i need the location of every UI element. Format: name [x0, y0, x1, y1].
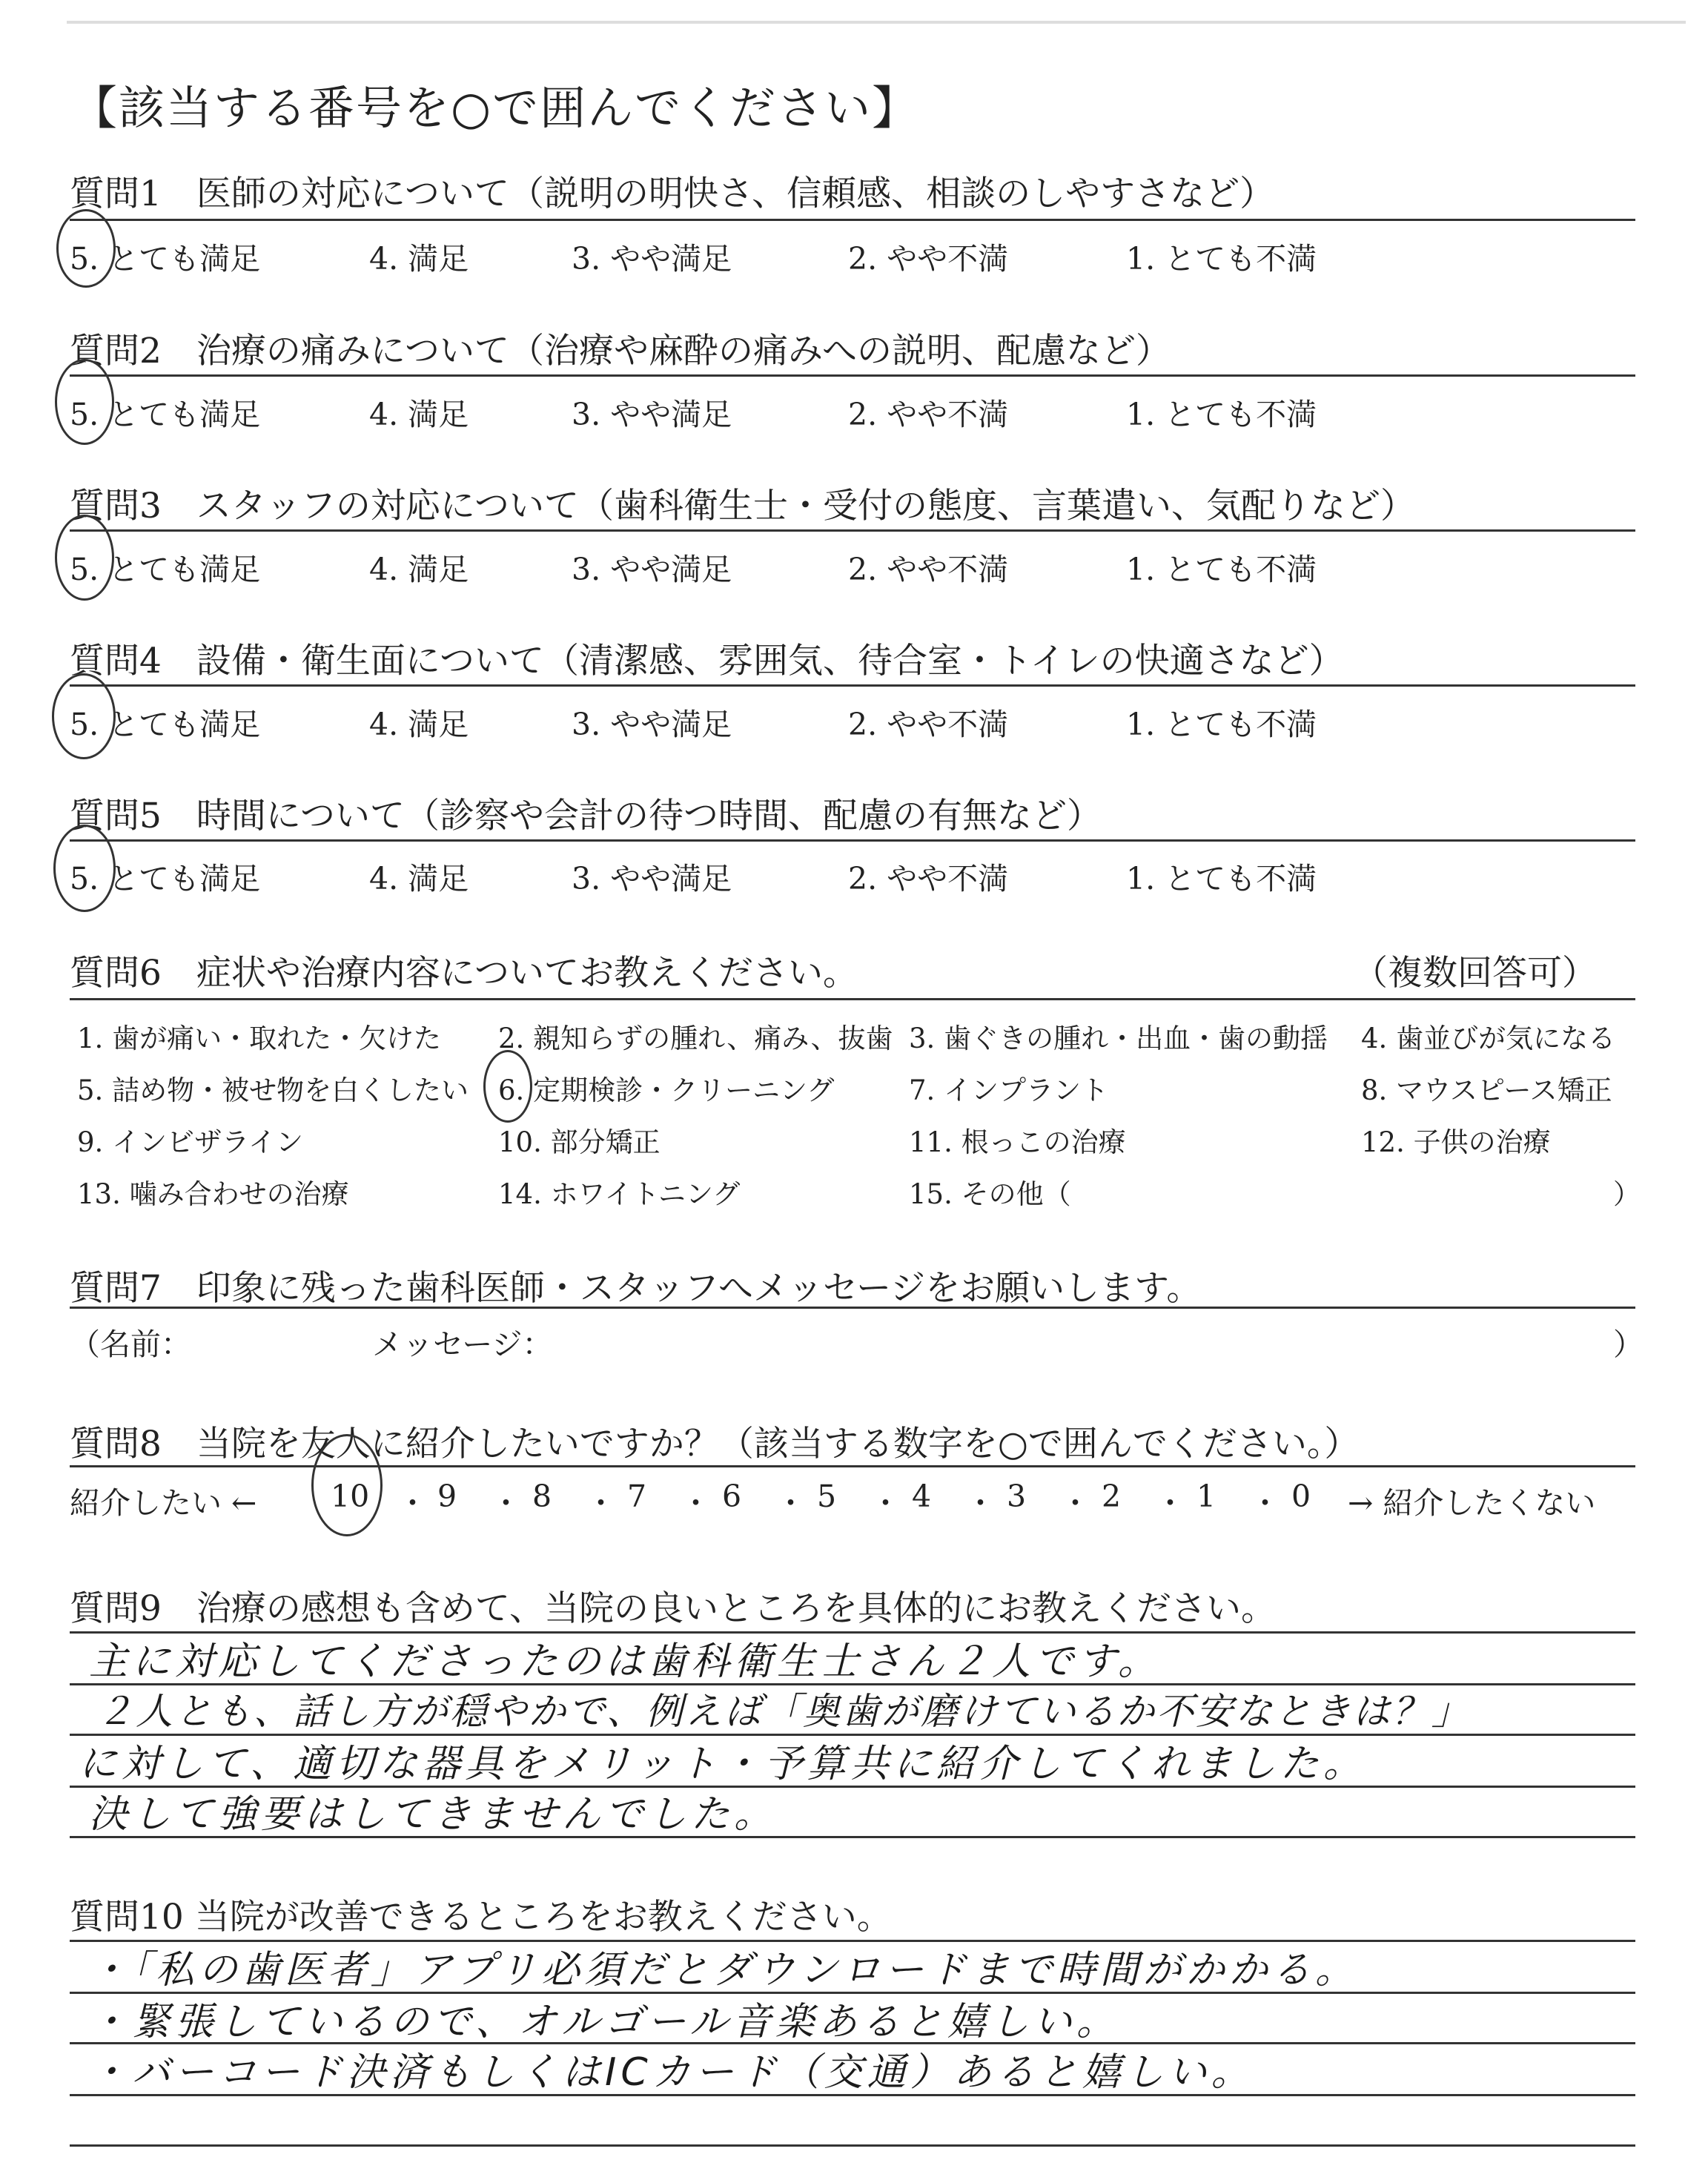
q6-option-13[interactable]: 13. 噛み合わせの治療: [77, 1178, 349, 1210]
q10-rule-5: [70, 2144, 1635, 2147]
q8-rule: [70, 1465, 1635, 1467]
q1-option-4[interactable]: 4. 満足: [369, 241, 469, 277]
q5-rule: [70, 839, 1635, 842]
q8-separator: ・: [870, 1485, 901, 1521]
q1-option-2[interactable]: 2. やや不満: [848, 241, 1009, 277]
q6-other-close: ）: [1613, 1178, 1641, 1210]
q6-option-10[interactable]: 10. 部分矯正: [498, 1126, 661, 1158]
q10-answer-line-3: ・バーコード決済もしくはICカード（交通）あると嬉しい。: [89, 2050, 1254, 2095]
q6-option-9[interactable]: 9. インビザライン: [77, 1126, 303, 1158]
q4-option-4[interactable]: 4. 満足: [369, 707, 469, 742]
q2-option-4[interactable]: 4. 満足: [369, 397, 469, 432]
q8-score-10[interactable]: 10: [331, 1479, 370, 1514]
q4-rule: [70, 684, 1635, 687]
q8-separator: ・: [586, 1485, 616, 1521]
q8-score-5[interactable]: 5: [817, 1479, 837, 1514]
q6-option-12[interactable]: 12. 子供の治療: [1361, 1126, 1551, 1158]
instruction-heading: 【該当する番号を○で囲んでください】: [71, 81, 920, 135]
q4-option-3[interactable]: 3. やや満足: [572, 707, 732, 742]
q6-option-15[interactable]: 15. その他（: [909, 1178, 1071, 1210]
q8-score-8[interactable]: 8: [532, 1479, 552, 1514]
q3-rule: [70, 529, 1635, 532]
q5-option-1[interactable]: 1. とても不満: [1126, 861, 1317, 896]
q8-separator: ・: [397, 1485, 428, 1521]
q4-option-2[interactable]: 2. やや不満: [848, 707, 1009, 742]
q2-title: 質問2 治療の痛みについて（治療や麻酔の痛みへの説明、配慮など）: [70, 331, 1171, 371]
q8-separator: ・: [1155, 1485, 1185, 1521]
q8-scale-right-label: → 紹介したくない: [1348, 1485, 1596, 1521]
q8-score-2[interactable]: 2: [1102, 1479, 1122, 1514]
q9-title: 質問9 治療の感想も含めて、当院の良いところを具体的にお教えください。: [70, 1588, 1276, 1629]
q7-message-label: メッセージ：: [372, 1327, 553, 1362]
q2-option-1[interactable]: 1. とても不満: [1126, 397, 1317, 432]
q8-separator: ・: [1060, 1485, 1090, 1521]
q3-option-3[interactable]: 3. やや満足: [572, 552, 732, 587]
q10-answer-line-2: ・緊張しているので、オルゴール音楽あると嬉しい。: [89, 2000, 1119, 2044]
top-border: [67, 21, 1686, 24]
q8-scale-left-label: 紹介したい ←: [70, 1485, 257, 1521]
q6-option-7[interactable]: 7. インプラント: [909, 1074, 1109, 1106]
q6-option-5[interactable]: 5. 詰め物・被せ物を白くしたい: [77, 1074, 469, 1106]
q5-option-2[interactable]: 2. やや不満: [848, 861, 1009, 896]
q8-separator: ・: [491, 1485, 521, 1521]
q9-answer-line-2: ２人とも、話し方が穏やかで、例えば「奥歯が磨けているか不安なときは？」: [96, 1690, 1471, 1733]
q8-title: 質問8 当院を友人に紹介したいですか？（該当する数字を○で囲んでください。）: [70, 1424, 1360, 1464]
q8-score-1[interactable]: 1: [1196, 1479, 1217, 1514]
q7-rule: [70, 1307, 1635, 1309]
q10-title: 質問10 当院が改善できるところをお教えください。: [70, 1897, 892, 1938]
q5-option-3[interactable]: 3. やや満足: [572, 861, 732, 896]
q7-name-label: （名前：: [70, 1327, 191, 1362]
q6-option-14[interactable]: 14. ホワイトニング: [498, 1178, 741, 1210]
q5-option-4[interactable]: 4. 満足: [369, 861, 469, 896]
q6-option-4[interactable]: 4. 歯並びが気になる: [1361, 1023, 1616, 1054]
q6-option-1[interactable]: 1. 歯が痛い・取れた・欠けた: [77, 1023, 442, 1054]
q3-option-5[interactable]: 5. とても満足: [70, 552, 261, 587]
q2-rule: [70, 374, 1635, 377]
q10-answer-line-1: ・「私の歯医者」アプリ必須だとダウンロードまで時間がかかる。: [89, 1948, 1358, 1992]
q8-score-9[interactable]: 9: [437, 1479, 457, 1514]
q8-separator: ・: [1250, 1485, 1280, 1521]
q8-score-0[interactable]: 0: [1291, 1479, 1311, 1514]
q6-option-8[interactable]: 8. マウスピース矯正: [1361, 1074, 1612, 1106]
q6-option-11[interactable]: 11. 根っこの治療: [909, 1126, 1126, 1158]
q4-option-1[interactable]: 1. とても不満: [1126, 707, 1317, 742]
q6-rule: [70, 998, 1635, 1000]
q8-score-6[interactable]: 6: [722, 1479, 742, 1514]
q1-option-5[interactable]: 5. とても満足: [70, 241, 261, 277]
q3-option-2[interactable]: 2. やや不満: [848, 552, 1009, 587]
q8-separator: ・: [775, 1485, 806, 1521]
q3-title: 質問3 スタッフの対応について（歯科衛生士・受付の態度、言葉遣い、気配りなど）: [70, 486, 1415, 526]
q8-score-3[interactable]: 3: [1007, 1479, 1027, 1514]
q8-score-7[interactable]: 7: [627, 1479, 647, 1514]
q7-close: ）: [1613, 1327, 1644, 1362]
q9-answer-line-3: に対して、適切な器具をメリット・予算共に紹介してくれました。: [79, 1742, 1366, 1786]
q3-option-4[interactable]: 4. 満足: [369, 552, 469, 587]
q8-separator: ・: [965, 1485, 996, 1521]
q9-answer-line-4: 決して強要はしてきませんでした。: [89, 1792, 778, 1837]
q8-separator: ・: [681, 1485, 711, 1521]
q2-option-3[interactable]: 3. やや満足: [572, 397, 732, 432]
q1-option-1[interactable]: 1. とても不満: [1126, 241, 1317, 277]
q4-title: 質問4 設備・衛生面について（清潔感、雰囲気、待合室・トイレの快適さなど）: [70, 641, 1344, 681]
q8-score-4[interactable]: 4: [912, 1479, 932, 1514]
q3-option-1[interactable]: 1. とても不満: [1126, 552, 1317, 587]
q2-option-2[interactable]: 2. やや不満: [848, 397, 1009, 432]
q5-option-5[interactable]: 5. とても満足: [70, 861, 261, 896]
q5-title: 質問5 時間について（診察や会計の待つ時間、配慮の有無など）: [70, 796, 1102, 836]
q2-option-5[interactable]: 5. とても満足: [70, 397, 261, 432]
q6-multiple-note: （複数回答可）: [1353, 953, 1597, 994]
q4-option-5[interactable]: 5. とても満足: [70, 707, 261, 742]
q9-answer-line-1: 主に対応してくださったのは歯科衛生士さん２人です。: [89, 1639, 1161, 1684]
q6-title: 質問6 症状や治療内容についてお教えください。: [70, 953, 858, 994]
q6-option-2[interactable]: 2. 親知らずの腫れ、痛み、抜歯: [498, 1023, 893, 1054]
q6-option-6[interactable]: 6. 定期検診・クリーニング: [498, 1074, 835, 1106]
q6-option-3[interactable]: 3. 歯ぐきの腫れ・出血・歯の動揺: [909, 1023, 1328, 1054]
q7-title: 質問7 印象に残った歯科医師・スタッフへメッセージをお願いします。: [70, 1268, 1202, 1309]
q1-rule: [70, 219, 1635, 221]
q1-option-3[interactable]: 3. やや満足: [572, 241, 732, 277]
q1-title: 質問1 医師の対応について（説明の明快さ、信頼感、相談のしやすさなど）: [70, 174, 1275, 214]
